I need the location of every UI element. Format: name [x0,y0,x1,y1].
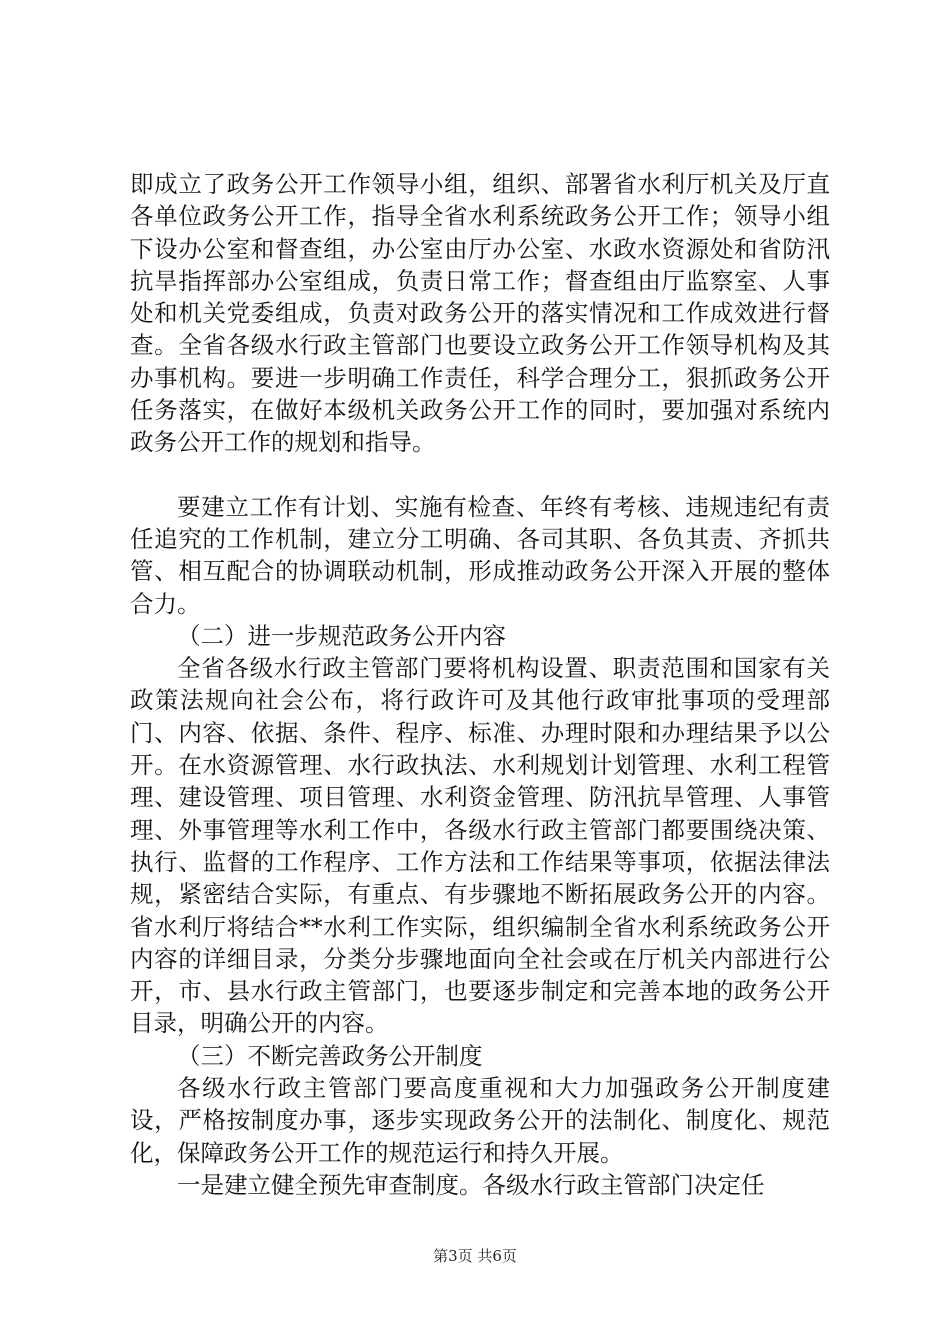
section-heading-content: （二）进一步规范政务公开内容 [177,621,506,650]
paragraph-pre-review: 一是建立健全预先审查制度。各级水行政主管部门决定任 [177,1170,765,1199]
paragraph-system-building: 各级水行政主管部门要高度重视和大力加强政务公开制度建设，严格按制度办事，逐步实现政务公开的法制化、制度化、规范化，保障政务公开工作的规范运行和持久开展。 [130,1074,830,1167]
paragraph-leading-group: 即成立了政务公开工作领导小组，组织、部署省水利厅机关及厅直各单位政务公开工作，指导全省水利系统政务公开工作；领导小组下设办公室和督查组，办公室由厅办公室、水政水资源处和省防汛抗旱指挥部办公室组成，负责日常工作；督查组由厅监察室、人事处和机关党委组成，负责对政务公开的落实情况和工作成效进行督查。全省各级水行政主管部门也要设立政务公开工作领导机构及其办事机构。要进一步明确工作责任，科学合理分工，狠抓政务公开任务落实，在做好本级机关政务公开工作的同时，要加强对系统内政务公开工作的规划和指导。 [130,170,830,457]
page-number-footer: 第3页 共6页 [433,1247,517,1265]
paragraph-work-mechanism: 要建立工作有计划、实施有检查、年终有考核、违规违纪有责任追究的工作机制，建立分工明确、各司其职、各负其责、齐抓共管、相互配合的协调联动机制，形成推动政务公开深入开展的整体合力。 [130,492,830,618]
document-body [130,168,830,1201]
section-heading-system: （三）不断完善政务公开制度 [177,1041,483,1070]
paragraph-content-scope: 全省各级水行政主管部门要将机构设置、职责范围和国家有关政策法规向社会公布，将行政许可及其他行政审批事项的受理部门、内容、依据、条件、程序、标准、办理时限和办理结果予以公开。在水资源管理、水行政执法、水利规划计划管理、水利工程管理、建设管理、项目管理、水利资金管理、防汛抗旱管理、人事管理、外事管理等水利工作中，各级水行政主管部门都要围绕决策、执行、监督的工作程序、工作方法和工作结果等事项，依据法律法规，紧密结合实际，有重点、有步骤地不断拓展政务公开的内容。省水利厅将结合**水利工作实际，组织编制全省水利系统政务公开内容的详细目录，分类分步骤地面向全社会或在厅机关内部进行公开，市、县水行政主管部门，也要逐步制定和完善本地的政务公开目录，明确公开的内容。 [130,654,830,1038]
